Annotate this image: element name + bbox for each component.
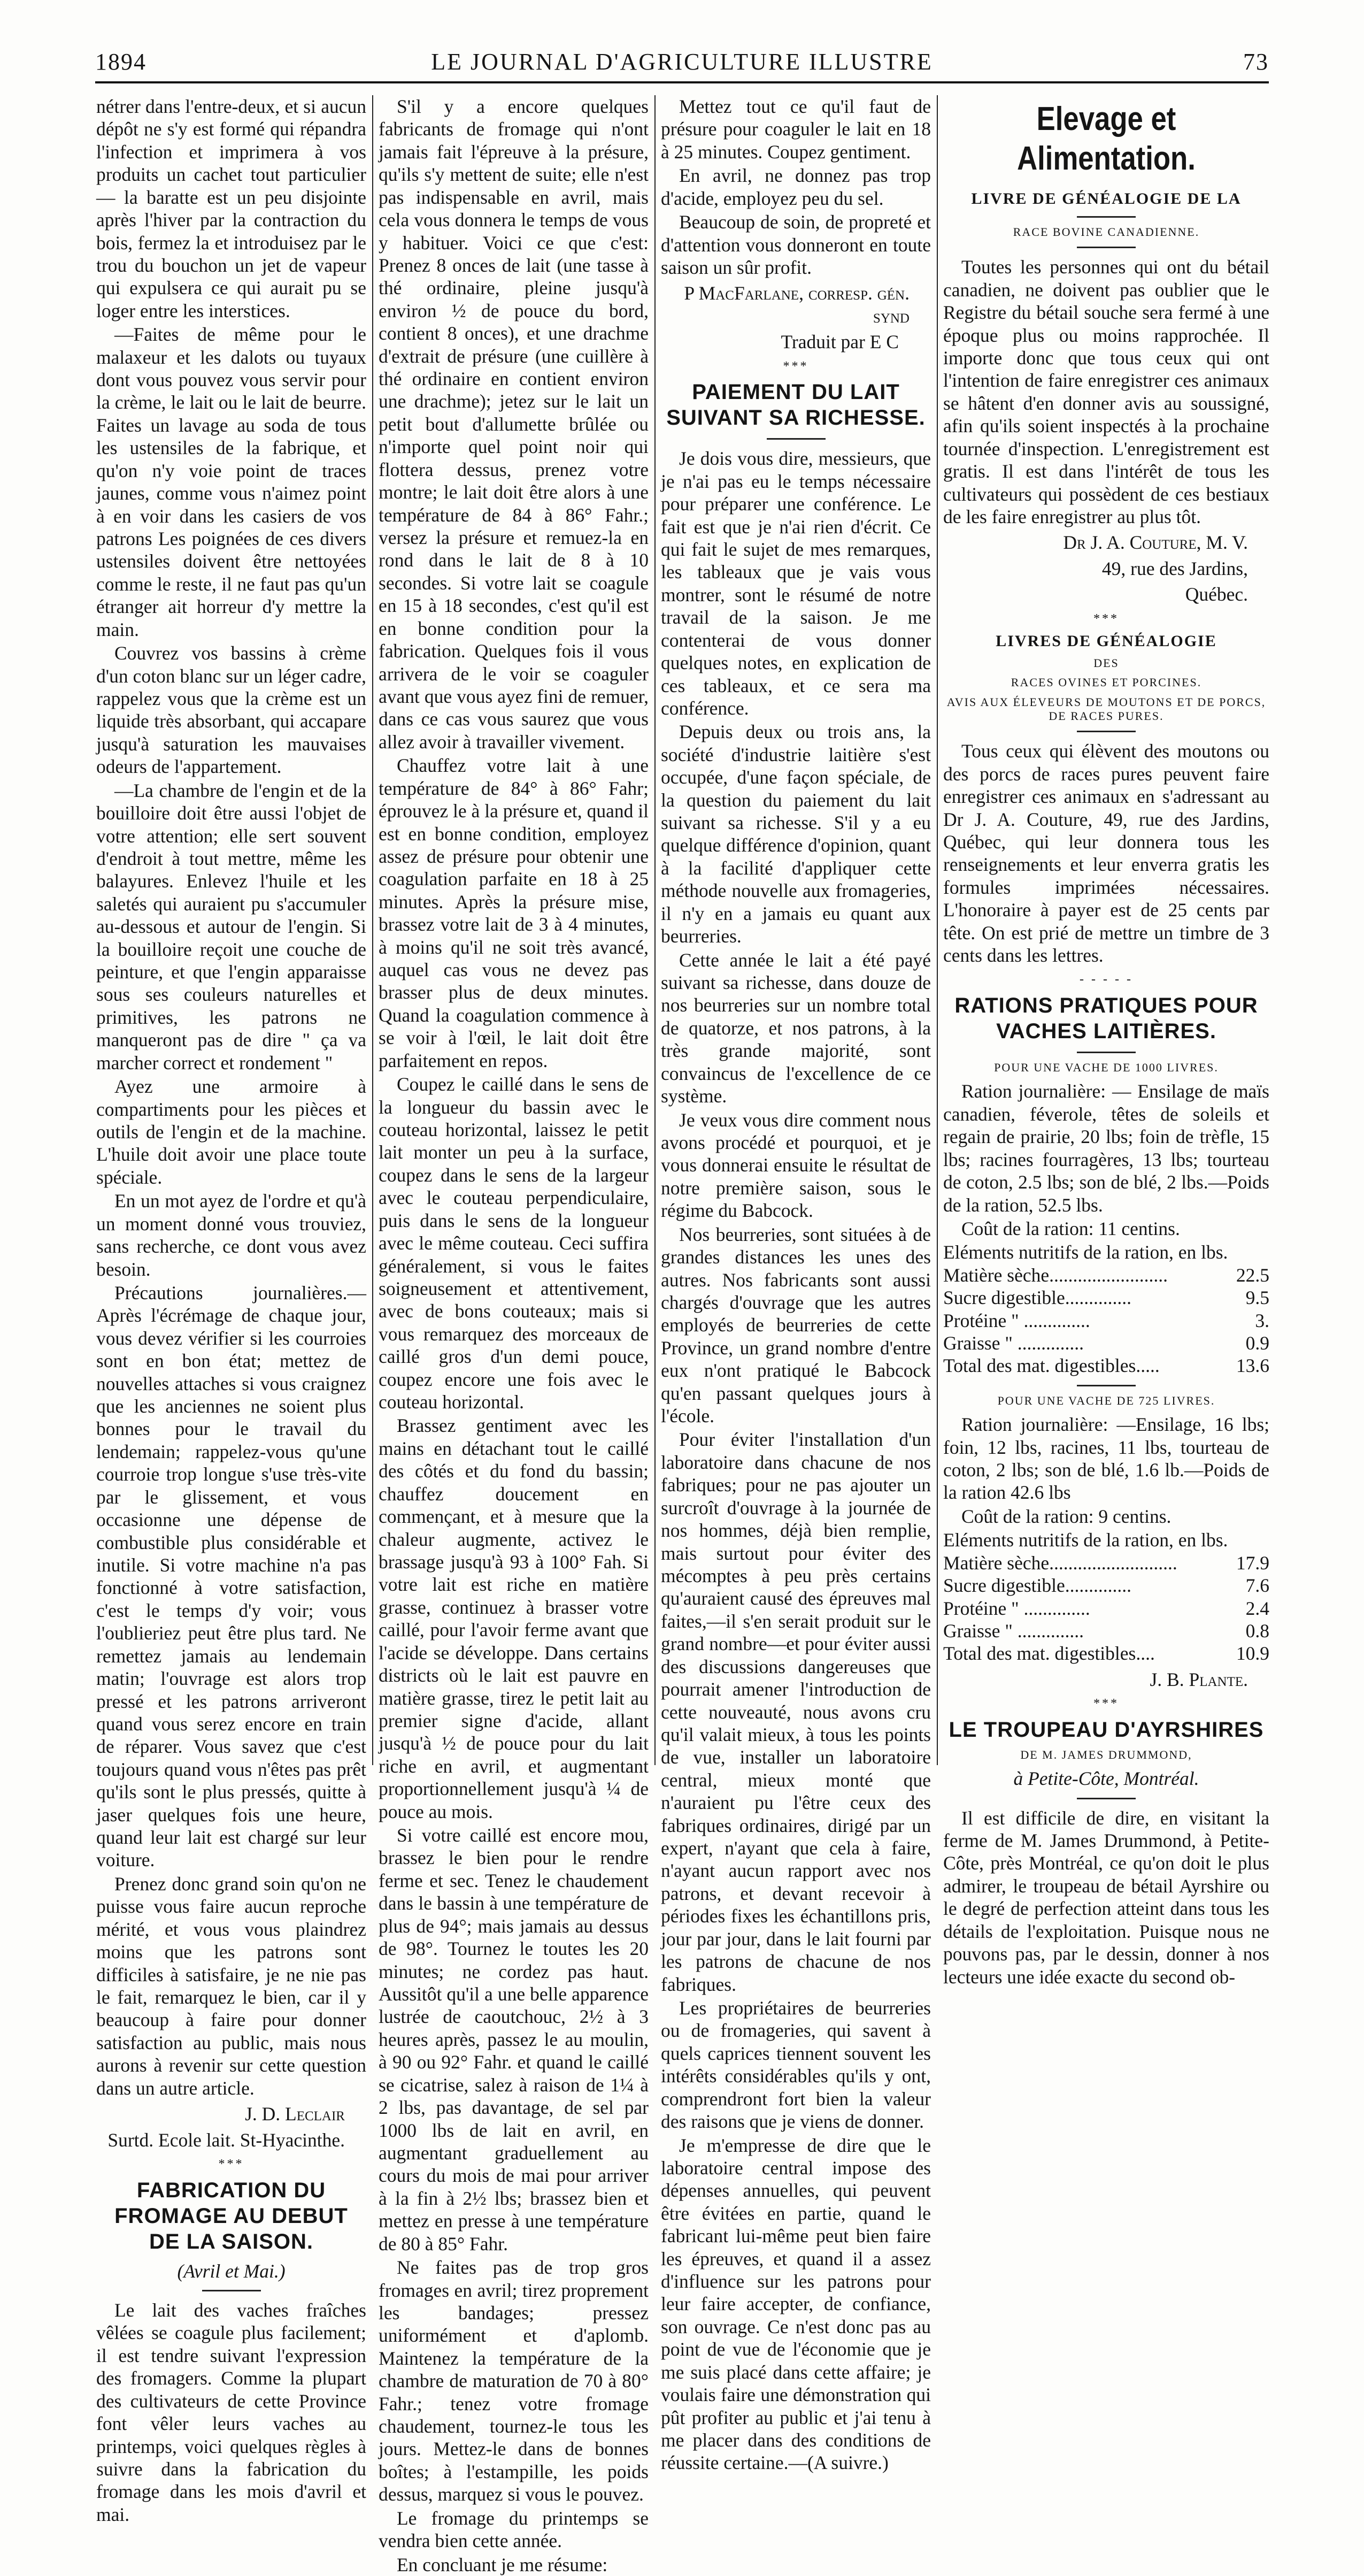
short-rule xyxy=(767,438,826,440)
ration-row xyxy=(943,1264,1269,1286)
paragraph: Tous ceux qui élèvent des moutons ou des porcs de races pures peuvent faire enregistrer ces animaux en s'adressant au Dr J. A. Couture, 49, rue des Jardins, Québec, qui leur donnera tous les renseignements et leur enverra gratis les formules imprimées nécessaires. L'honoraire à payer est de 25 cents par tête. On est prié de mettre un timbre de 3 cents dans les lettres. xyxy=(943,740,1269,967)
paragraph: Je m'empresse de dire que le laboratoire central impose des dépenses annuelles, qui peuvent être évitées en partie, quand le fabricant lui-même peut bien faire les épreuves, et quand il a assez d'influence sur les patrons pour leur faire accepter, de confiance, son ouvrage. Ce n'est donc pas au point de vue de l'économie que je me suis placé dans cette affaire; je voulais faire une démonstration qui pût profiter au public et j'ai tenu à me placer dans des conditions de réussite certaine.—(A suivre.) xyxy=(661,2134,931,2474)
paragraph: Brassez gentiment avec les mains en détachant tout le caillé des côtés et du fond du bassin; chauffez doucement en commençant, et à mesure que la chaleur augmente, activez le brassage jusqu'à 93 à 100° Fah. Si votre lait est riche en matière grasse, continuez à brasser votre caillé, pour l'avoir ferme avant que l'acide se développe. Dans certains districts où le lait est pauvre en matière grasse, tirez le petit lait au premier signe d'acide, allant jusqu'à ½ de pouce pour du lait riche en avril, et augmentant proportionnellement jusqu'à ¼ de pouce au mois. xyxy=(379,1415,649,1822)
ration-row xyxy=(943,1642,1269,1665)
paragraph: nétrer dans l'entre-deux, et si aucun dépôt ne s'y est formé qui répandra l'infection et imprimera à vos produits un cachet tout particulier— la baratte est un peu disjointe après l'hiver par la contraction du bois, fermez la et introduisez par le trou du bouchon un jet de vapeur qui expulsera ce qui aurait pu se loger entre les interstices. xyxy=(96,96,366,321)
row-value: 17.9 xyxy=(1236,1552,1269,1574)
article-heading: LIVRE DE GÉNÉALOGIE DE LA xyxy=(971,190,1242,208)
paragraph: En avril, ne donnez pas trop d'acide, employez peu du sel. xyxy=(661,165,931,209)
row-value: 7.6 xyxy=(1245,1575,1269,1597)
paragraph: Ne faites pas de trop gros fromages en avril; tirez proprement les bandages; pressez uniformément et d'aplomb. Maintenez la température de la chambre de maturation de 70 à 80° Fahr.; tenez votre fromage chaudement, tournez-le tous les jours. Mettez-le dans de bonnes boîtes; à l'estampille, les poids dessus, marquez si vous le pouvez. xyxy=(379,2257,649,2505)
short-rule xyxy=(1077,216,1136,218)
short-rule xyxy=(1077,1385,1136,1386)
column-2 xyxy=(379,95,649,2575)
row-label: Sucre digestible.............. xyxy=(943,1575,1131,1597)
paragraph: Nos beurreries, sont situées à de grandes distances les unes des autres. Nos fabricants sont aussi chargés d'ouvrage que les autres employés de beurreries de cette Province, un grand nombre d'entre eux n'ont pratiqué le Babcock qu'en passant quelques jours à l'école. xyxy=(661,1223,931,1427)
ration-elements-heading: Eléments nutritifs de la ration, en lbs. xyxy=(943,1241,1228,1263)
row-label: Sucre digestible.............. xyxy=(943,1287,1131,1309)
ration-table xyxy=(943,1552,1269,1665)
paragraph: Cette année le lait a été payé suivant sa richesse, dans douze de nos beurreries sur un nombre total de quatorze, et nos patrons, à la très grande majorité, sont convaincus de l'excellence de ce système. xyxy=(661,949,931,1107)
row-label: Matière sèche........................... xyxy=(943,1552,1177,1574)
paragraph: Toutes les personnes qui ont du bétail canadien, ne doivent pas oublier que le Registre du bétail souche sera fermé à une époque plus ou moins rapprochée. Il importe donc que tous ceux qui ont l'intention de faire enregistrer ces animaux se hâtent d'en donner avis au soussigné, afin qu'ils soient inspectés à la prochaine tournée d'inspection. L'enregistrement est gratis. Il est dans l'intérêt de tous les cultivateurs qui possèdent de ces bestiaux de les faire enregistrer au plus tôt. xyxy=(943,256,1269,527)
signature-name: J. D. Leclair xyxy=(245,2103,345,2125)
paragraph: Prenez donc grand soin qu'on ne puisse vous faire aucun reproche mérité, et vous vous plaindrez moins que les patrons sont difficiles à satisfaire, je ne nie pas le fait, remarquez le bien, car il y beaucoup à faire pour donner satisfaction au public, mais nous aurons à revenir sur cette question dans un autre article. xyxy=(96,1873,366,2099)
header-rule xyxy=(95,81,1269,83)
paragraph: Je veux vous dire comment nous avons procédé et pourquoi, et je vous donnerai ensuite le résultat de notre première saison, sous le régime du Babcock. xyxy=(661,1109,931,1222)
ration-cost: Coût de la ration: 11 centins. xyxy=(961,1217,1180,1239)
article-heading: FABRICATION DU FROMAGE AU DEBUT DE LA SAISON. xyxy=(114,2178,348,2253)
article-heading: PAIEMENT DU LAIT SUIVANT SA RICHESSE. xyxy=(666,380,926,430)
row-value: 0.8 xyxy=(1245,1620,1269,1642)
row-label: Graisse " .............. xyxy=(943,1332,1084,1354)
article-subheading: (Avril et Mai.) xyxy=(177,2260,286,2282)
paragraph: Il est difficile de dire, en visitant la ferme de M. James Drummond, à Petite-Côte, près Montréal, ce qu'on doit le plus admirer, le troupeau de bétail Ayrshire ou le degré de perfection atteint dans tous les détails de l'exploitation. Puisque nous ne pouvons pas, par le dessin, donner à nos lecteurs une idée exacte du second ob- xyxy=(943,1807,1269,1988)
ration-row xyxy=(943,1597,1269,1620)
short-rule xyxy=(202,2290,261,2291)
ration-text: Ration journalière: —Ensilage, 16 lbs; foin, 12 lbs, racines, 11 lbs, tourteau de coton, 2 lbs; son de blé, 1.6 lb.—Poids de la ration 42.6 lbs xyxy=(943,1414,1269,1504)
paragraph: Le lait des vaches fraîches vêlées se coagule plus facilement; il est tendre suivant l'expression des fromagers. Comme la plupart des cultivateurs de cette Province font vêler leurs vaches au printemps, voici quelques règles à suivre dans la fabrication du fromage dans les mois d'avril et mai. xyxy=(96,2299,366,2525)
row-value: 10.9 xyxy=(1236,1643,1269,1665)
paragraph: Précautions journalières.—Après l'écrémage de chaque jour, vous devez vérifier si les courroies sont en bon état; mettez de nouvelles attaches si vous craignez que les anciennes ne soient plus bonnes pour le travail du lendemain; rappelez-vous qu'une courroie trop longue s'use très-vite par le glissement, et vous occasionne une dépense de combustible plus considérable et inutile. Si votre machine n'a pas fonctionné à votre satisfaction, c'est le temps d'y voir; vous l'oublieriez peut être plus tard. Ne remettez jamais au lendemain matin; l'ouvrage est alors trop pressé et les patrons arriveront quand vous serez encore en train de réparer. Vous savez que c'est toujours quand vous n'êtes pas prêt qu'ils sont le plus pressés, quitte à jaser quelques fois une heure, quand leur lait est chargé sur leur voiture. xyxy=(96,1282,366,1871)
article-subheading: DES xyxy=(1093,656,1119,670)
column-rule xyxy=(654,95,656,1765)
signature-title: Surtd. Ecole lait. St-Hyacinthe. xyxy=(107,2129,345,2151)
ration-row xyxy=(943,1574,1269,1597)
paragraph: Beaucoup de soin, de propreté et d'attention vous donneront en toute saison un sûr profit. xyxy=(661,211,931,278)
section-ornament: *** xyxy=(1093,611,1119,626)
signature-name: J. B. Plante. xyxy=(1150,1668,1248,1690)
section-title: Elevage et Alimentation. xyxy=(1017,101,1196,178)
article-subheading: RACE BOVINE CANADIENNE. xyxy=(1013,225,1200,239)
row-label: Protéine " .............. xyxy=(943,1309,1090,1331)
page-number: 73 xyxy=(1243,49,1269,75)
row-value: 2.4 xyxy=(1245,1597,1269,1619)
row-label: Graisse " .............. xyxy=(943,1620,1084,1642)
ration-row xyxy=(943,1286,1269,1309)
column-3 xyxy=(661,95,931,2474)
row-value: 0.9 xyxy=(1245,1332,1269,1354)
ration-cost: Coût de la ration: 9 centins. xyxy=(961,1505,1172,1527)
section-ornament: - - - - - xyxy=(1080,972,1133,987)
column-rule xyxy=(372,95,373,1765)
ration-elements-heading: Eléments nutritifs de la ration, en lbs. xyxy=(943,1529,1228,1551)
paragraph: —Faites de même pour le malaxeur et les dalots ou tuyaux dont vous pouvez vous servir pour la crème, le lait ou le lait de beurre. Faites un lavage au soda de tous les ustensiles de la fabrique, et qu'on n'y voie point de traces jaunes, comme vous n'aimez point à en voir dans les casiers de vos patrons Les poignées de ces divers ustensiles doivent être nettoyées comme le reste, il ne faut pas qu'un étranger ait horreur d'y mettre la main. xyxy=(96,324,366,640)
section-ornament: *** xyxy=(1093,1697,1119,1711)
row-label: Matière sèche......................... xyxy=(943,1264,1168,1286)
ration-row xyxy=(943,1552,1269,1574)
article-heading: LE TROUPEAU D'AYRSHIRES xyxy=(949,1718,1264,1742)
signature-city: Québec. xyxy=(1185,584,1248,605)
header-year: 1894 xyxy=(95,49,147,75)
article-subheading: RACES OVINES ET PORCINES. xyxy=(1011,676,1202,689)
paragraph: Ayez une armoire à compartiments pour les pièces et outils de l'engin et de la machine. L'huile doit avoir une place toute spéciale. xyxy=(96,1076,366,1188)
paragraph: Chauffez votre lait à une température de 84° à 86° Fahr; éprouvez le à la présure et, quand il est en bonne condition, employez assez de présure pour obtenir une coagulation parfaite en 18 à 25 minutes. Après la présure mise, brassez votre lait de 3 à 4 minutes, à moins qu'il ne soit très avancé, auquel cas vous ne devez pas brasser plus de deux minutes. Quand la coagulation commence à se voir à l'œil, le lait doit être parfaitement en repos. xyxy=(379,755,649,1071)
journal-title: LE JOURNAL D'AGRICULTURE ILLUSTRE xyxy=(431,49,933,75)
ration-row xyxy=(943,1332,1269,1354)
paragraph: S'il y a encore quelques fabricants de fromage qui n'ont jamais fait l'épreuve à la présure, qu'ils s'y mettent de suite; elle n'est pas indispensable en avril, mais cela vous donnera le temps de vous y habituer. Voici ce que c'est: Prenez 8 onces de lait (une tasse à thé ordinaire, pleine jusqu'à environ ½ de pouce du bord, contient 8 onces), et une drachme d'extrait de présure (une cuillère à thé ordinaire en contient environ une drachme); jetez sur le lait un petit bout d'allumette brûlée ou n'importe quel point noir qui flottera dessus, prenez votre montre; le lait doit être alors à une température de 84 à 86° Fahr.; versez la présure et remuez-la en rond dans le lait de 8 à 10 secondes. Si votre lait se coagule en 15 à 18 secondes, c'est qu'il est en bonne condition pour la fabrication. Quelques fois il vous arrivera de le voir se coaguler avant que vous ayez fini de remuer, dans ce cas vous saurez que vous allez avoir à travailler vivement. xyxy=(379,96,649,753)
article-heading: RATIONS PRATIQUES POUR VACHES LAITIÈRES. xyxy=(954,994,1258,1044)
short-rule xyxy=(1077,731,1136,732)
short-rule xyxy=(1077,1052,1136,1053)
signature-address: 49, rue des Jardins, xyxy=(1101,557,1248,579)
ration-table xyxy=(943,1264,1269,1377)
translator-note: Traduit par E C xyxy=(781,331,899,353)
paragraph: En un mot ayez de l'ordre et qu'à un moment donné vous trouviez, sans recherche, ce dont vous avez besoin. xyxy=(96,1190,366,1280)
row-label: Total des mat. digestibles.... xyxy=(943,1643,1155,1665)
section-ornament: *** xyxy=(783,359,809,373)
paragraph: Si votre caillé est encore mou, brassez le bien pour le rendre ferme et sec. Tenez le chaudement dans le bassin à une température de plus de 94°; mais jamais au dessus de 98°. Tournez le toutes les 20 minutes; ne cordez pas haut. Aussitôt qu'il a une belle apparence lustrée de caoutchouc, 2½ à 3 heures après, passez le au moulin, à 90 ou 92° Fahr. et quand le caillé se cicatrise, salez à raison de 1¼ à 2 lbs, pas davantage, de sel par 1000 lbs de lait en avril, en augmentant graduellement au cours du mois de mai pour arriver à la fin à 2½ lbs; brassez bien et mettez en presse à une température de 80 à 85° Fahr. xyxy=(379,1824,649,2255)
article-heading: LIVRES DE GÉNÉALOGIE xyxy=(996,632,1217,650)
ration-subheading: POUR UNE VACHE DE 725 LIVRES. xyxy=(997,1393,1215,1407)
row-value: 22.5 xyxy=(1236,1264,1269,1286)
short-rule xyxy=(1077,247,1136,248)
paragraph: Je dois vous dire, messieurs, que je n'ai pas eu le temps nécessaire pour préparer une conférence. Le fait est que je n'ai rien d'écrit. Ce qui fait le sujet de mes remarques, les tableaux que je vais vous montrer, sont le résumé de notre travail de la saison. Je me contenterai de vous donner quelques notes, en explication de ces tableaux, et ce sera ma conférence. xyxy=(661,448,931,719)
column-1 xyxy=(96,95,366,2525)
paragraph: Couvrez vos bassins à crème d'un coton blanc sur un léger cadre, rappelez vous que la crème est un liquide très absorbant, qui accapare jusqu'à saturation les mauvaises odeurs de l'appartement. xyxy=(96,642,366,778)
paragraph: —La chambre de l'engin et de la bouilloire doit être aussi l'objet de votre attention; elle sert souvent d'endroit à tout mettre, même les balayures. Enlevez l'huile et les saletés qui auraient pu s'accumuler au-dessous et autour de l'engin. Si la bouilloire reçoit une couche de peinture, et que l'engin apparaisse sous ses couleurs naturelles et primitives, les patrons ne manqueront pas de dire " ça va marcher correct et rondement " xyxy=(96,779,366,1074)
paragraph: En concluant je me résume: xyxy=(397,2554,608,2575)
column-4 xyxy=(943,95,1269,1988)
ration-row xyxy=(943,1309,1269,1332)
column-rule xyxy=(937,95,938,1765)
paragraph: Le fromage du printemps se vendra bien cette année. xyxy=(379,2507,649,2552)
ration-row xyxy=(943,1354,1269,1377)
article-location: à Petite-Côte, Montréal. xyxy=(1013,1768,1199,1790)
paragraph: Pour éviter l'installation d'un laboratoire dans chacune de nos fabriques; pour ne pas ajouter un surcroît d'ouvrage à la journée de nos hommes, déjà bien remplie, mais surtout pour éviter des mécomptes à peu près certains qu'auraient causé des épreuves mal faites,—il s'en serait produit sur le grand nombre—et pour éviter aussi des discussions dangereuses que pourrait amener l'introduction de cette nouveauté, nous avons cru qu'il valait mieux, à tous les points de vue, installer un laboratoire central, mieux monté que n'auraient pu l'être ceux des fabriques ordinaires, dirigé par un expert, n'ayant que cela à faire, n'ayant aucun rapport avec nos patrons, et devant recevoir à périodes fixes les échantillons pris, jour par jour, dans le lait fourni par les patrons de chacune de nos fabriques. xyxy=(661,1429,931,1995)
row-label: Total des mat. digestibles..... xyxy=(943,1355,1160,1377)
running-header xyxy=(95,46,1269,78)
notice-heading: AVIS AUX ÉLEVEURS DE MOUTONS ET DE PORCS, DE RACES PURES. xyxy=(946,695,1266,723)
paragraph: Les propriétaires de beurreries ou de fromageries, qui savent à quels caprices tiennent souvent les intérêts considérables qu'ils y ont, comprendront fort bien la valeur des raisons que je viens de donner. xyxy=(661,1997,931,2133)
article-subheading: DE M. JAMES DRUMMOND, xyxy=(1020,1747,1192,1761)
ration-text: Ration journalière: — Ensilage de maïs canadien, féverole, têtes de soleils et regain de prairie, 20 lbs; foin de trèfle, 15 lbs; racines fourragères, 13 lbs; tourteau de coton, 2.5 lbs; son de blé, 2 lbs.—Poids de la ration, 52.5 lbs. xyxy=(943,1080,1269,1216)
paragraph: Depuis deux ou trois ans, la société d'industrie laitière s'est occupée, d'une façon spéciale, de la question du paiement du lait suivant sa richesse. S'il y a eu quelque différence d'opinion, quant à la facilité d'appliquer cette méthode nouvelle aux fromageries, il n'y en a jamais eu quant aux beurreries. xyxy=(661,721,931,947)
row-value: 3. xyxy=(1255,1309,1269,1331)
paragraph: Coupez le caillé dans le sens de la longueur du bassin avec le couteau horizontal, laissez le petit lait monter un peu à la surface, coupez dans le sens de la largeur avec le couteau perpendiculaire, puis dans le sens de la longueur avec le même couteau. Ceci suffira généralement, si vous le faites soigneusement et attentivement, avec de bons couteaux; mais si vous remarquez des morceaux de caillé gros d'un demi pouce, coupez encore une fois avec le couteau horizontal. xyxy=(379,1074,649,1413)
ration-row xyxy=(943,1620,1269,1642)
signature-name: P MacFarlane, corresp. gén. synd xyxy=(684,282,910,327)
ration-subheading: POUR UNE VACHE DE 1000 LIVRES. xyxy=(994,1061,1219,1075)
row-label: Protéine " .............. xyxy=(943,1597,1090,1619)
signature-name: Dr J. A. Couture, M. V. xyxy=(1063,532,1248,554)
short-rule xyxy=(1077,1798,1136,1799)
section-ornament: *** xyxy=(218,2157,244,2171)
paragraph: Mettez tout ce qu'il faut de présure pour coaguler le lait en 18 à 25 minutes. Coupez gentiment. xyxy=(661,96,931,163)
row-value: 13.6 xyxy=(1236,1355,1269,1377)
row-value: 9.5 xyxy=(1245,1287,1269,1309)
